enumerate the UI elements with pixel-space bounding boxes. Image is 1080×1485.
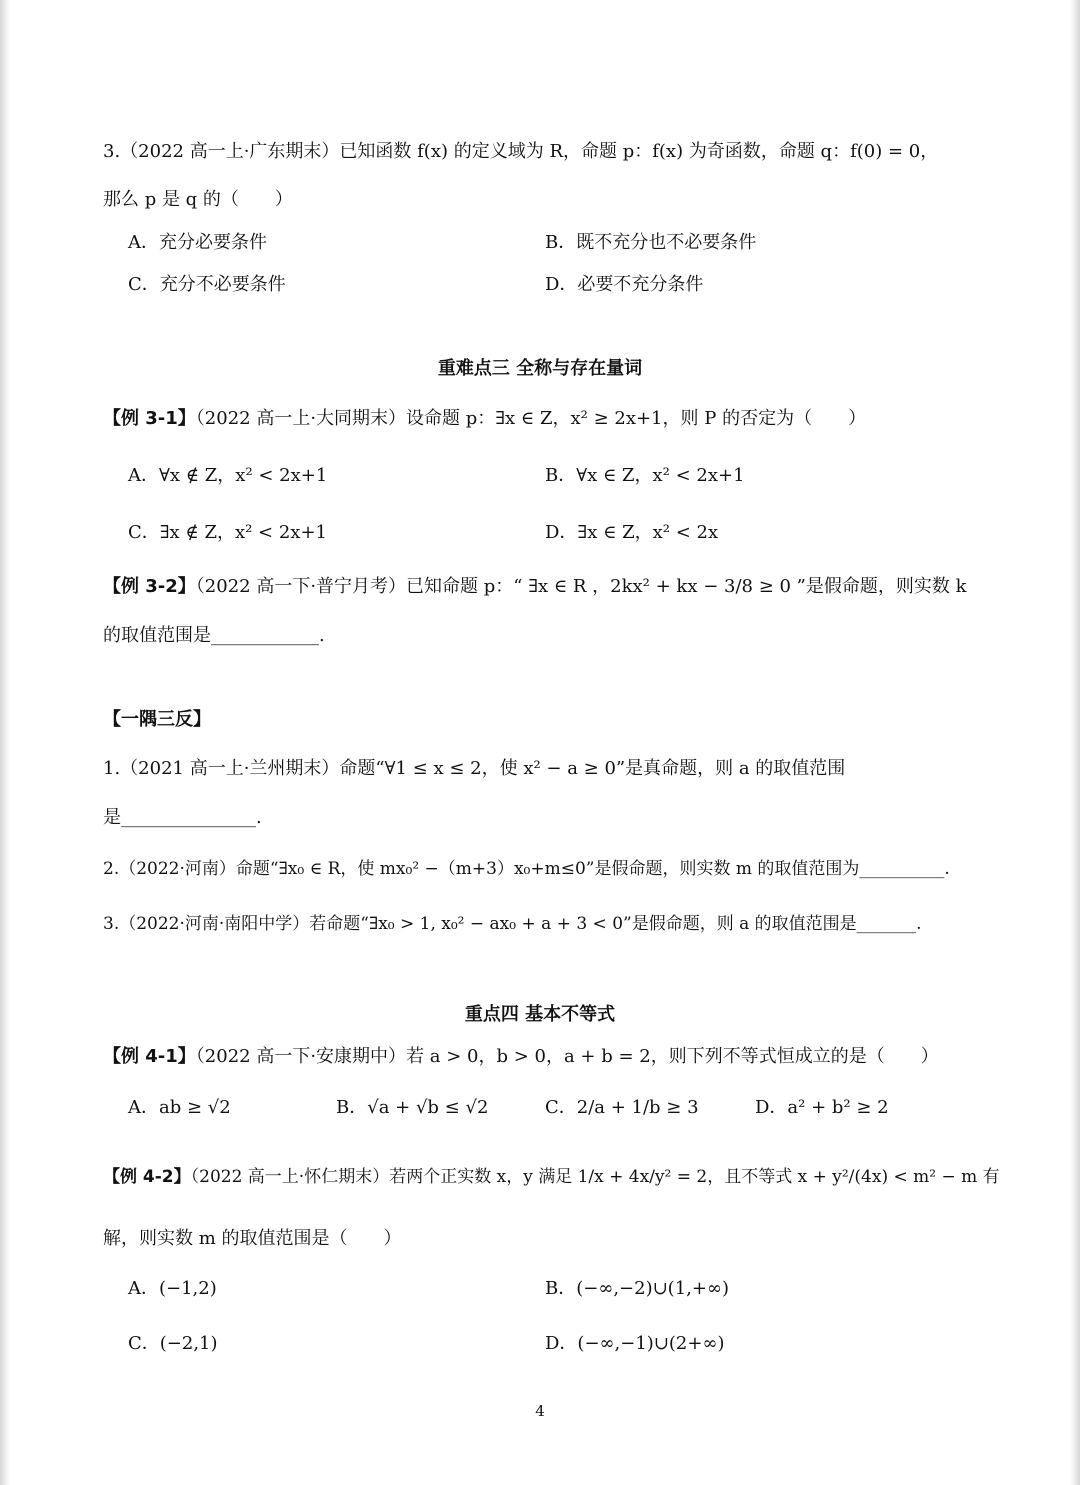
ex41-option-a: A．ab ≥ √2 — [128, 1097, 231, 1118]
ex32-line2: 的取值范围是____________. — [103, 625, 325, 646]
page-number: 4 — [535, 1402, 545, 1420]
q3-option-c: C．充分不必要条件 — [128, 274, 286, 295]
ex31-option-b: B．∀x ∈ Z，x² < 2x+1 — [545, 465, 745, 486]
ex41-text: （2022 高一下·安康期中）若 a > 0，b > 0，a + b = 2，则下列不等式恒成立的是（ ） — [195, 1046, 939, 1067]
practice2: 2.（2022·河南）命题“∃x₀ ∈ R，使 mx₀² −（m+3）x₀+m≤0”是假命题，则实数 m 的取值范围为__________. — [103, 859, 950, 879]
ex41-option-c: C．2/a + 1/b ≥ 3 — [545, 1097, 699, 1118]
ex31-stem — [103, 406, 866, 432]
ex42-tag: 【例 4-2】 — [103, 1167, 191, 1187]
page-shadow-left — [0, 0, 10, 1485]
ex41-option-d: D．a² + b² ≥ 2 — [755, 1097, 889, 1118]
ex41-stem — [103, 1044, 939, 1070]
ex42-option-d: D．(−∞,−1)∪(2+∞) — [545, 1333, 725, 1354]
q3-option-d: D．必要不充分条件 — [545, 274, 704, 295]
ex41-tag: 【例 4-1】 — [103, 1046, 196, 1067]
ex42-option-c: C．(−2,1) — [128, 1333, 218, 1354]
section4-title: 重点四 基本不等式 — [464, 1004, 616, 1025]
ex42-text: （2022 高一上·怀仁期末）若两个正实数 x，y 满足 1/x + 4x/y² = 2，且不等式 x + y²/(4x) < m² − m 有 — [190, 1167, 1000, 1187]
q3-option-b: B．既不充分也不必要条件 — [545, 232, 757, 253]
ex32-stem — [103, 574, 967, 600]
section3-title: 重难点三 全称与存在量词 — [437, 358, 643, 379]
practice1-line2: 是_______________. — [103, 807, 262, 828]
practice1-line1: 1.（2021 高一上·兰州期末）命题“∀1 ≤ x ≤ 2，使 x² − a ≥ 0”是真命题，则 a 的取值范围 — [103, 758, 846, 779]
q3-option-a: A．充分必要条件 — [128, 232, 267, 253]
q3-stem-line2: 那么 p 是 q 的（ ） — [103, 189, 293, 210]
yiyu-title: 【一隅三反】 — [103, 709, 211, 730]
ex42-option-a: A．(−1,2) — [128, 1278, 217, 1299]
ex42-option-b: B．(−∞,−2)∪(1,+∞) — [545, 1278, 729, 1299]
ex32-tag: 【例 3-2】 — [103, 576, 196, 597]
ex31-text: （2022 高一上·大同期末）设命题 p：∃x ∈ Z，x² ≥ 2x+1，则 P 的否定为（ ） — [195, 408, 867, 429]
ex42-stem — [103, 1164, 1000, 1190]
practice3: 3.（2022·河南·南阳中学）若命题“∃x₀ > 1, x₀² − ax₀ + a + 3 < 0”是假命题，则 a 的取值范围是_______. — [103, 914, 922, 934]
ex31-option-c: C．∃x ∉ Z，x² < 2x+1 — [128, 522, 327, 543]
ex31-option-d: D．∃x ∈ Z，x² < 2x — [545, 522, 719, 543]
ex31-option-a: A．∀x ∉ Z，x² < 2x+1 — [128, 465, 328, 486]
ex42-line2: 解，则实数 m 的取值范围是（ ） — [103, 1228, 402, 1249]
ex32-text: （2022 高一下·普宁月考）已知命题 p：“ ∃x ∈ R ，2kx² + kx − 3/8 ≥ 0 ”是假命题，则实数 k — [195, 576, 967, 597]
ex31-tag: 【例 3-1】 — [103, 408, 196, 429]
ex41-option-b: B．√a + √b ≤ √2 — [336, 1097, 489, 1118]
q3-stem-line1: 3.（2022 高一上·广东期末）已知函数 f(x) 的定义域为 R，命题 p：f(x) 为奇函数，命题 q：f(0) = 0， — [103, 141, 939, 162]
page-shadow-right — [1070, 0, 1080, 1485]
